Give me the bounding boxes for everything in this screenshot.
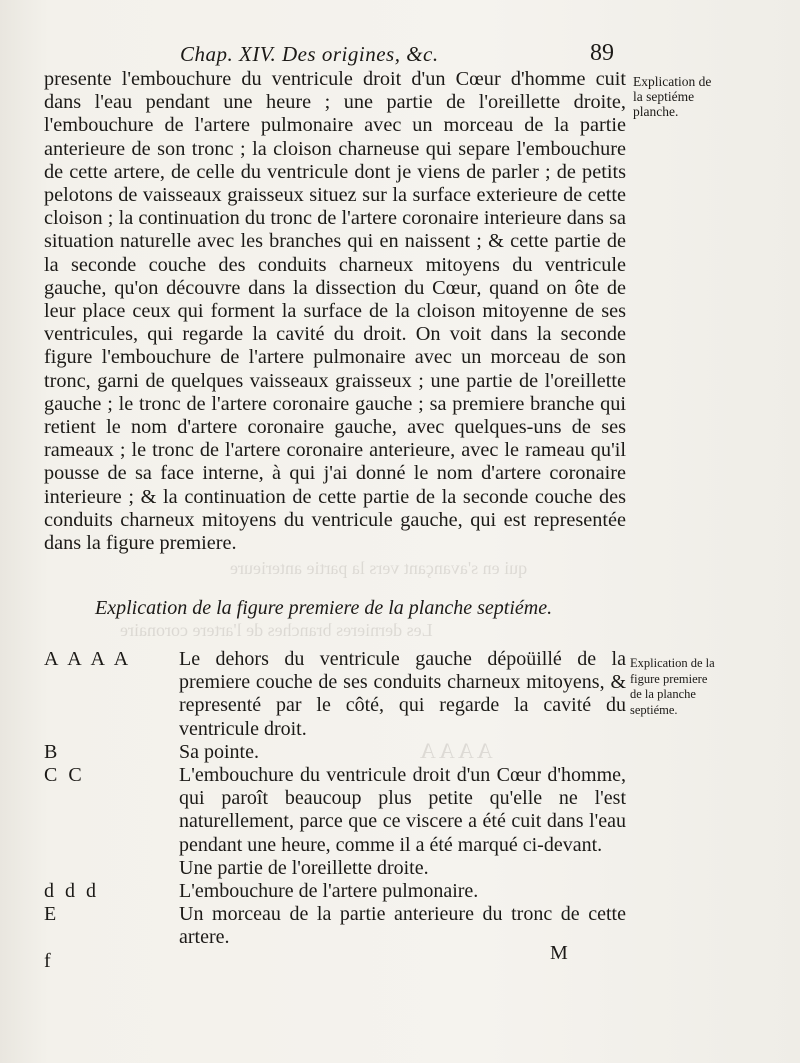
legend-entry (44, 648, 626, 741)
legend-key: f (44, 949, 54, 972)
legend-entry (44, 764, 626, 857)
legend-key: A A A A (44, 648, 132, 670)
legend-entry (44, 741, 626, 764)
legend-text: L'embouchure de l'artere pulmonaire. (179, 880, 479, 903)
figure-legend (44, 648, 626, 972)
legend-key: B (44, 740, 61, 763)
margin-note-plate: Explication de la septiéme planche. (633, 74, 712, 119)
margin-note-figure: Explication de la figure premiere de la planche septiéme. (630, 656, 715, 717)
page-number: 89 (590, 40, 614, 66)
legend-entry (44, 880, 626, 903)
section-title: Explication de la figure premiere de la planche septiéme. (95, 597, 553, 619)
legend-text: Un morceau de la partie anterieure du tronc de cette artere. (179, 903, 626, 949)
legend-text: Sa pointe. (179, 740, 259, 763)
legend-entry (44, 903, 626, 949)
legend-key: E (44, 903, 60, 926)
show-through-text: qui en s'avançant vers la partie anterieure (230, 558, 528, 578)
legend-key: d d d (44, 880, 99, 903)
legend-text: Une partie de l'oreillette droite. (179, 856, 429, 879)
legend-text: L'embouchure du ventricule droit d'un Cœur d'homme, qui paroît beaucoup plus petite qu'elle ne l'est naturellement, parce que ce viscere a été cuit dans l'eau pendant une heure, comme il a été marqué ci-devant. (179, 764, 626, 856)
running-head: Chap. XIV. Des origines, &c. (180, 42, 439, 66)
legend-key: C C (44, 764, 85, 787)
legend-text: Le dehors du ventricule gauche dépoüillé de la premiere couche de ses conduits charneux mitoyens, & representé par le côté, qui regarde la cavité du ventricule droit. (179, 648, 626, 740)
show-through-text: A A A A (420, 738, 493, 763)
signature-mark: M (550, 942, 568, 964)
show-through-text: Les dernieres branches de l'artere coronaire (120, 620, 433, 640)
body-paragraph: presente l'embouchure du ventricule droit d'un Cœur d'homme cuit dans l'eau pendant une heure ; une partie de l'oreillette droite, l'embouchure de l'artere pulmonaire avec un morceau de la partie anterieure de son tronc ; la cloison charneuse qui separe l'embouchure de cette artere, de celle du ventricule dont je viens de parler ; de petits pelotons de vaisseaux graisseux situez sur la surface exterieure de cette cloison ; la continuation du tronc de l'artere coronaire interieure dans sa situation naturelle avec les branches qui en naissent ; & cette partie de la seconde couche des conduits charneux mitoyens du ventricule gauche, qu'on découvre dans la dissection du Cœur, quand on ôte de leur place ceux qui forment la surface de la cloison mitoyenne de ses ventricules, qui regarde la cavité du droit. On voit dans la seconde figure l'embouchure de l'artere pulmonaire avec un morceau de son tronc, garni de quelques vaisseaux graisseux ; une partie de l'oreillette gauche ; le tronc de l'artere coronaire gauche ; sa premiere branche qui retient le nom d'artere coronaire gauche, avec quelques-uns de ses rameaux ; le tronc de l'artere coronaire anterieure, avec le rameau qu'il pousse de sa face interne, à qui j'ai donné le nom d'artere coronaire interieure ; & la continuation de cette partie de la seconde couche des conduits charneux mitoyens du ventricule gauche, qui est representée dans la figure premiere. (44, 68, 626, 555)
legend-entry (44, 857, 626, 880)
